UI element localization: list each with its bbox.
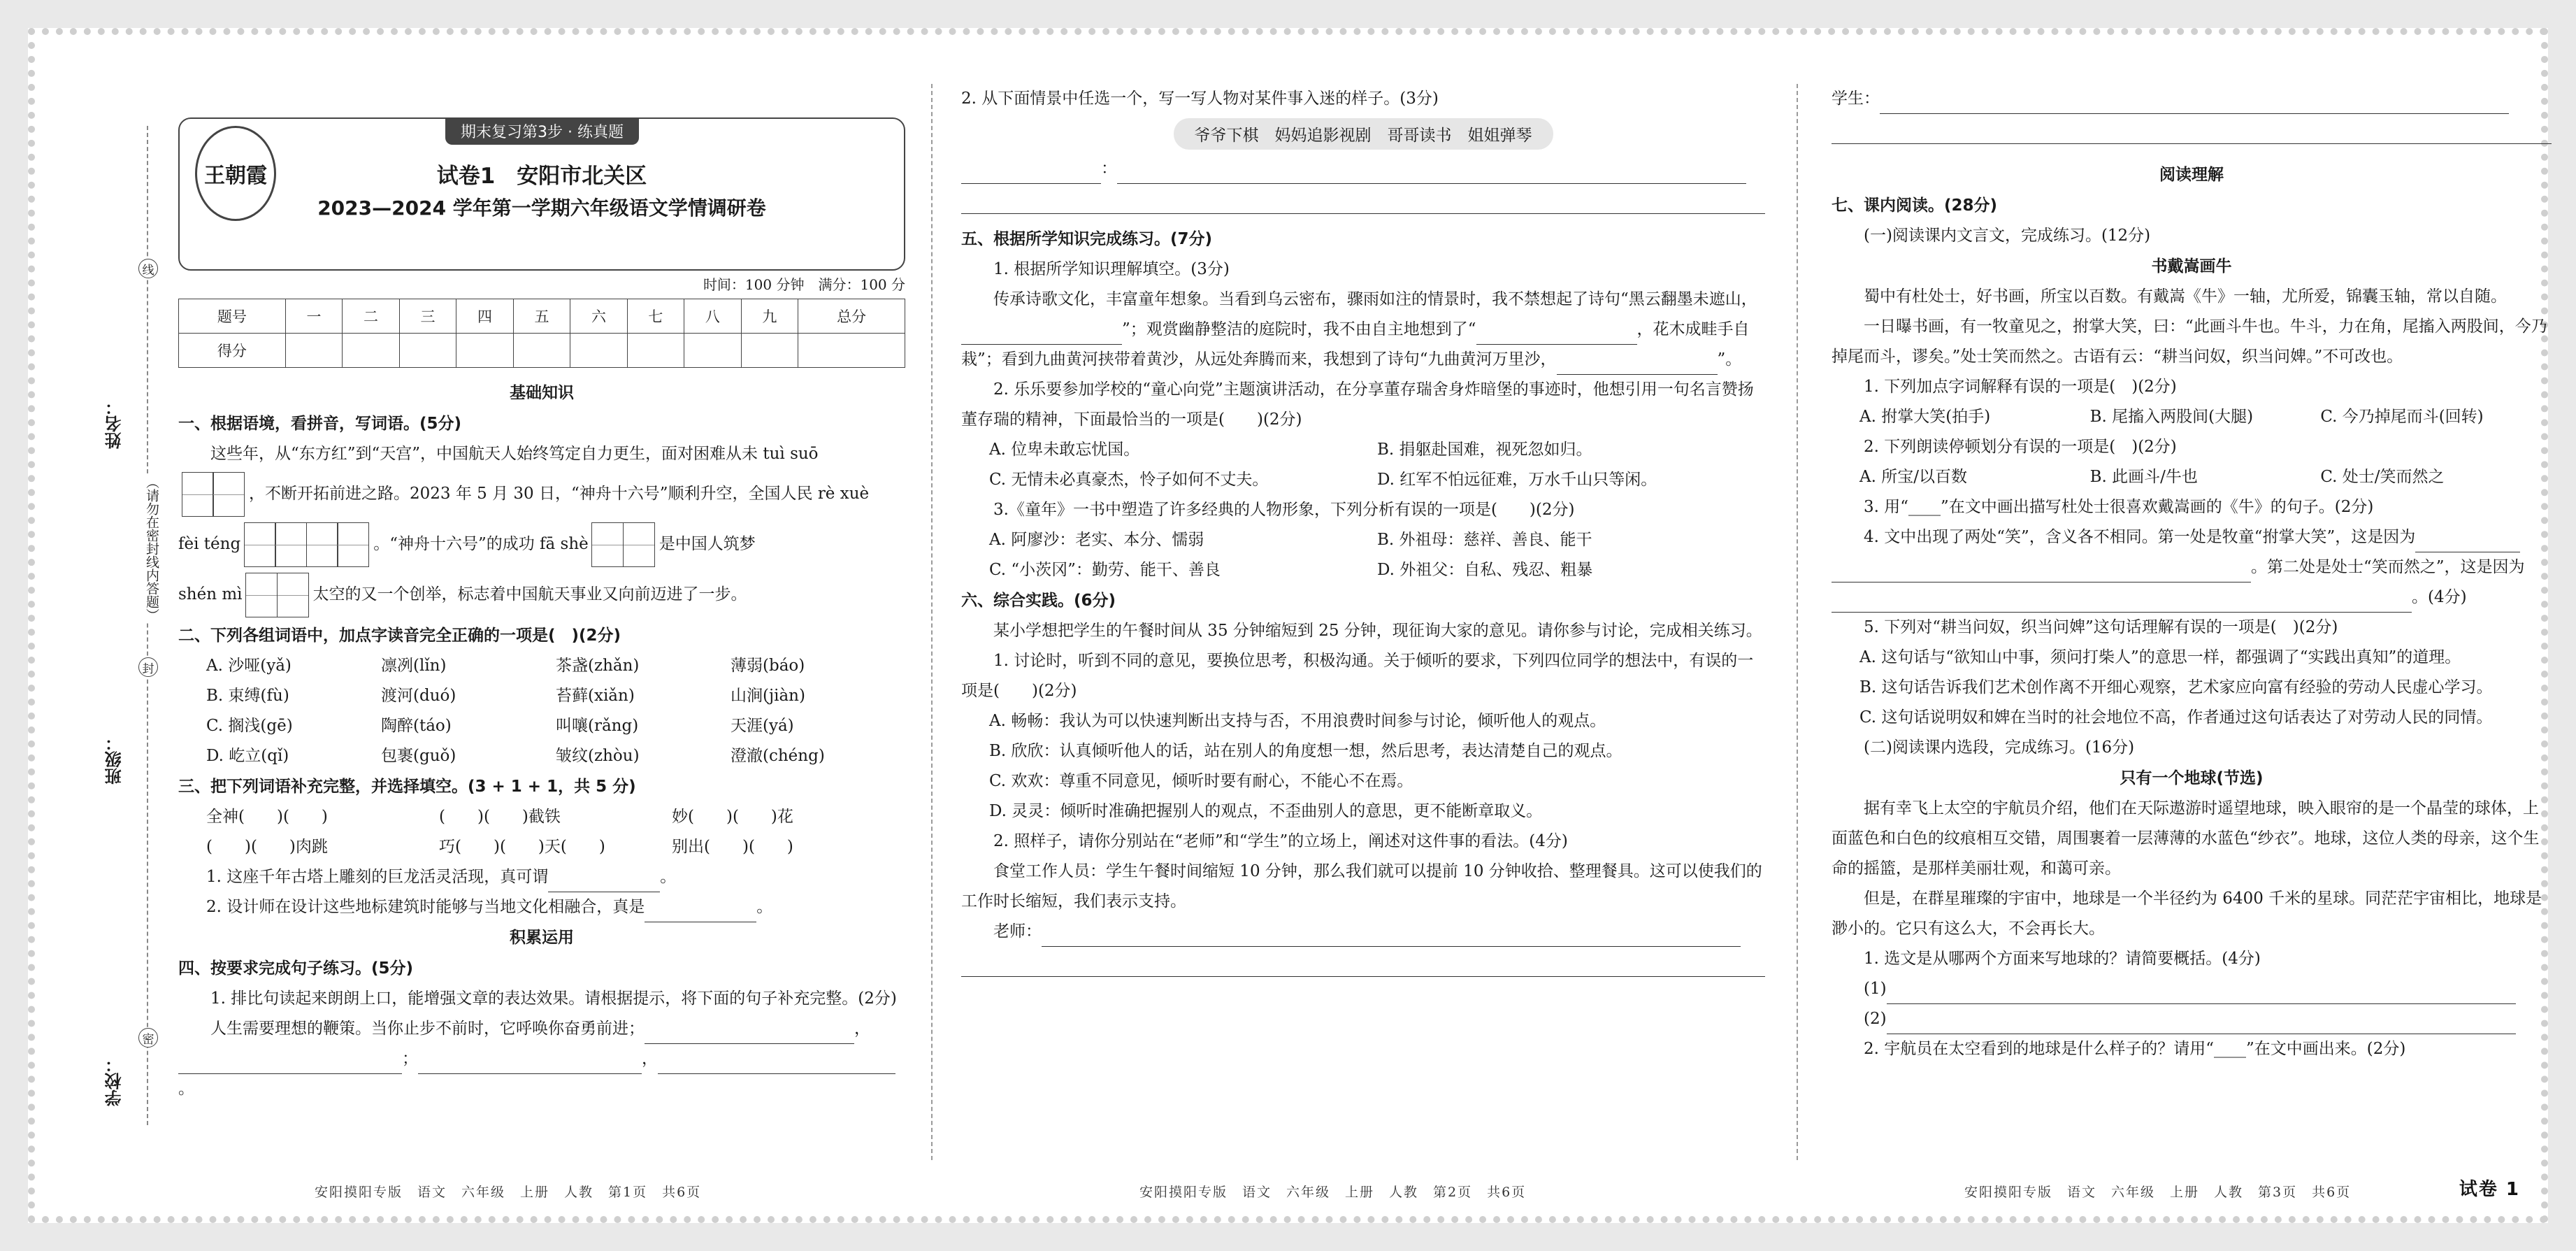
seal-mark-xian: 线 [138,259,158,278]
q5-1-text: ，花木成畦手自栽”；看到九曲黄河挟带着黄沙，从远处奔腾而来，我想到了诗句“九曲黄河万里沙， [961,320,1750,369]
review-tag: 期末复习第3步 · 练真题 [445,117,639,145]
option-a[interactable]: A. 所宝/以百数 [1859,468,1967,486]
q1-row-4 [178,570,905,620]
section-reading: 阅读理解 [2159,166,2224,184]
score-header-cell: 九 [741,299,798,334]
idiom-blank[interactable]: 别出( )( ) [672,838,793,856]
score-row-label: 得分 [179,334,286,368]
idiom-blank[interactable]: ( )( )截铁 [439,808,561,826]
option-b[interactable]: B. 捐躯赴国难，视死忽如归。 [1377,441,1592,459]
option: 皱纹(zhòu) [556,747,640,765]
option-c[interactable]: C. 无情未必真豪杰，怜子如何不丈夫。 [989,471,1269,489]
q1-text-2: ，不断开拓前进之路。2023 年 5 月 30 日，“神舟十六号”顺利升空，全国人民 rè xuè [249,485,870,503]
option-a[interactable]: A. 位卑未敢忘忧国。 [989,441,1140,459]
scene-pill: 爷爷下棋 妈妈追影视剧 哥哥读书 姐姐弹琴 [1174,118,1553,150]
option: 包裹(guǒ) [381,747,456,765]
option-b[interactable]: B. 这句话告诉我们艺术创作离不开细心观察，艺术家应向富有经验的劳动人民虚心学习。 [1859,678,2493,696]
option: 苔藓(xiǎn) [556,687,635,705]
exam-subtitle: 2023—2024 学年第一学期六年级语文学情调研卷 [317,196,766,220]
option: 凛冽(lǐn) [381,657,447,675]
option-a[interactable]: A. 阿廖沙：老实、本分、懦弱 [989,531,1204,549]
q1-text-4: 是中国人筑梦 [659,535,756,553]
q5-3-options [961,525,1765,585]
q6-1-options [961,706,1765,827]
section-basic: 基础知识 [510,384,574,402]
q7-1: 1. 下列加点字词解释有误的一项是( )(2分) [1864,378,2177,396]
q3-sentence-1: 1. 这座千年古塔上雕刻的巨龙活灵活现，真可谓 。 [178,862,905,892]
option[interactable]: D. 屹立(qǐ) [206,747,289,765]
q6-2: 2. 照样子，请你分别站在“老师”和“学生”的立场上，阐述对这件事的看法。(4分) [993,832,1568,850]
answer-line[interactable] [2415,532,2520,552]
idiom-blank[interactable]: 巧( )( )天( ) [439,838,605,856]
passage-b-2: 但是，在群星璀璨的宇宙中，地球是一个半径约为 6400 千米的星球。同茫茫宇宙相比，地球是渺小的。它只有这么大，不会再长大。 [1832,889,2542,938]
q7-1-options [1832,402,2552,432]
q4-title: 四、按要求完成句子练习。(5分) [178,959,414,978]
answer-line[interactable] [645,1024,854,1044]
option-d[interactable]: D. 灵灵：倾听时准确把握别人的观点，不歪曲别人的意思，更不能断章取义。 [989,802,1543,820]
score-cell[interactable] [684,334,741,368]
exam-header [178,117,905,271]
q4-3-line: ： [961,154,1765,184]
option[interactable]: B. 束缚(fù) [206,687,289,705]
page-footer-1: 安阳摸阳专版 语文 六年级 上册 人教 第1页 共6页 [315,1185,702,1200]
q6-2-teacher [961,917,1765,947]
char-boxes[interactable] [182,472,245,517]
option-c[interactable]: C. 今乃掉尾而斗(回转) [2320,408,2484,426]
option: 山涧(jiàn) [731,687,805,705]
column-divider [1797,84,1798,1160]
q7-b1-line-2 [1832,1004,2552,1034]
scene-options [961,118,1765,150]
answer-line[interactable] [1832,114,2552,144]
q1-row-3 [178,520,905,570]
q7-3: 3. 用“____”在文中画出描写杜处士很喜欢戴嵩画的《牛》的句子。(2分) [1864,498,2374,516]
brand-logo: 王朝霞 [195,126,276,221]
char-boxes[interactable] [593,522,655,567]
char-boxes[interactable] [245,522,369,567]
exam-meta: 时间：100 分钟 满分：100 分 [703,276,905,293]
score-header-row [179,299,905,334]
exam-title: 试卷1 安阳市北关区 [436,164,647,189]
q2-title: 二、下列各组词语中，加点字读音完全正确的一项是( )(2分) [178,627,621,645]
q1-title: 一、根据语境，看拼音，写词语。(5分) [178,415,462,433]
option: 茶盏(zhǎn) [556,657,640,675]
q4-2-text: 人生需要理想的鞭策。当你止步不前时，它呼唤你奋勇前进； [210,1020,645,1038]
q6-1: 1. 讨论时，听到不同的意见，要换位思考，积极沟通。关于倾听的要求，下列四位同学的想法中，有误的一项是( )(2分) [961,652,1754,700]
q5-1-text: ”。 [1717,350,1742,369]
page-column-1 [178,84,905,1160]
score-header-cell: 八 [684,299,741,334]
option-b[interactable]: B. 此画斗/牛也 [2089,468,2198,486]
q5-1-text: ”；观赏幽静整洁的庭院时，我不由自主地想到了“ [1122,320,1476,338]
q1-text-5: 太空的又一个创举，标志着中国航天事业又向前迈进了一步。 [312,585,747,603]
q3-s2-text: 2. 设计师在设计这些地标建筑时能够与当地文化相融合，真是 [206,898,645,916]
answer-line[interactable] [178,1054,402,1074]
q3-words-row1 [178,802,905,832]
answer-line[interactable] [1042,927,1741,947]
q5-title: 五、根据所学知识完成练习。(7分) [961,230,1213,248]
item-label: (1) [1864,980,1887,998]
q5-3: 3.《童年》一书中塑造了许多经典的人物形象，下列分析有误的一项是( )(2分) [993,501,1575,519]
seal-mark-mi: 密 [138,1028,158,1048]
section-apply: 积累运用 [510,929,574,947]
option-b[interactable]: B. 外祖母：慈祥、善良、能干 [1377,531,1592,549]
q6-2-example: 食堂工作人员：学生午餐时间缩短 10 分钟，那么我们就可以提前 10 分钟收拾、整理餐具。这可以使我们的工作时长缩短，我们表示支持。 [961,862,1762,910]
q1-text-1: 这些年，从“东方红”到“天宫”，中国航天人始终笃定自力更生，面对困难从未 tuì suō [210,445,819,463]
score-row [179,334,905,368]
passage-b-1: 据有幸飞上太空的宇航员介绍，他们在天际遨游时遥望地球，映入眼帘的是一个晶莹的球体，上面蓝色和白色的纹痕相互交错，周围裹着一层薄薄的水蓝色“纱衣”。地球，这位人类的母亲，这个生命的摇篮，是那样美丽壮观，和蔼可亲。 [1832,799,2540,878]
idiom-blank[interactable]: ( )( )肉跳 [206,838,328,856]
q7-4-text: 。(4分) [2412,588,2467,606]
q3-words-row2 [178,832,905,862]
score-cell[interactable] [570,334,627,368]
idiom-blank[interactable]: 全神( )( ) [206,808,328,826]
score-header-cell: 三 [399,299,456,334]
option: 陶醉(táo) [381,717,452,735]
school-label: 学校： [105,1056,124,1106]
passage-a-1: 蜀中有杜处士，好书画，所宝以百数。有戴嵩《牛》一轴，尤所爱，锦囊玉轴，常以自随。 [1864,287,2507,306]
q4-2-lines: ； ，。 [178,1044,905,1104]
answer-line[interactable] [1557,355,1718,375]
option: 薄弱(báo) [731,657,805,675]
score-cell[interactable] [285,334,342,368]
score-header-cell: 总分 [798,299,905,334]
option: 叫嚷(rǎng) [556,717,639,735]
idiom-blank[interactable]: 妙( )( )花 [672,808,793,826]
page-footer-3: 安阳摸阳专版 语文 六年级 上册 人教 第3页 共6页 [1964,1185,2352,1200]
q4-3: 2. 从下面情景中任选一个，写一写人物对某件事入迷的样子。(3分) [961,90,1439,108]
answer-line[interactable] [418,1054,642,1074]
q7-4-text: 4. 文中出现了两处“笑”，含义各不相同。第一处是牧童“拊掌大笑”，这是因为 [1864,528,2416,546]
column-divider [931,84,933,1160]
answer-line[interactable] [548,872,660,892]
q5-2-options [961,435,1765,495]
answer-line[interactable] [1832,592,2412,613]
binding-strip [98,126,159,1125]
q5-2: 2. 乐乐要参加学校的“童心向党”主题演讲活动，在分享董存瑞舍身炸暗堡的事迹时，他想引用一句名言赞扬董存瑞的精神，下面最恰当的一项是( )(2分) [961,380,1754,429]
answer-line[interactable] [1117,164,1746,184]
option-c[interactable]: C. 欢欢：尊重不同意见，倾听时要有耐心，不能心不在焉。 [989,772,1413,790]
passage-a-2: 一日曝书画，有一牧童见之，拊掌大笑，曰：“此画斗牛也。牛斗，力在角，尾搐入两股间，今乃掉尾而斗，谬矣。”处士笑而然之。古语有云：“耕当问奴，织当问婢。”不可改也。 [1832,317,2547,366]
q7-b1: 1. 选文是从哪两个方面来写地球的？请简要概括。(4分) [1864,950,2261,968]
score-cell[interactable] [741,334,798,368]
score-header-cell: 七 [627,299,684,334]
q7-2: 2. 下列朗读停顿划分有误的一项是( )(2分) [1864,438,2177,456]
option-a[interactable]: A. 拊掌大笑(拍手) [1859,408,1991,426]
q7-b1-line-1 [1832,974,2552,1004]
q6-title: 六、综合实践。(6分) [961,592,1116,610]
score-header-cell: 二 [343,299,399,334]
option-c[interactable]: C. 处士/笑而然之 [2320,468,2445,486]
answer-line[interactable] [645,902,756,922]
q7-b2: 2. 宇航员在太空看到的地球是什么样子的？请用“____”在文中画出来。(2分) [1864,1040,2406,1058]
option-d[interactable]: D. 红军不怕远征难，万水千山只等闲。 [1377,471,1657,489]
answer-line[interactable] [658,1054,895,1074]
answer-line[interactable] [961,164,1101,184]
q4-1: 1. 排比句读起来朗朗上口，能增强文章的表达效果。请根据提示，将下面的句子补充完整。(2分) [210,989,897,1008]
answer-line[interactable] [1476,324,1637,345]
item-label: (2) [1864,1010,1887,1028]
q7-part-b: (二)阅读课内选段，完成练习。(16分) [1864,738,2135,757]
student-label: 学生： [1832,90,1880,108]
seal-mark-feng: 封 [138,657,158,677]
score-header-cell: 四 [456,299,513,334]
page-footer-2: 安阳摸阳专版 语文 六年级 上册 人教 第2页 共6页 [1139,1185,1527,1200]
answer-line[interactable] [1887,1014,2516,1034]
seal-note: （请勿在密封线内答题） [143,476,161,622]
score-header-cell: 一 [285,299,342,334]
page-column-2 [961,84,1765,1160]
q3-sentence-2: 2. 设计师在设计这些地标建筑时能够与当地文化相融合，真是 。 [178,892,905,922]
passage-title-a: 书戴嵩画牛 [2151,257,2232,276]
option-b[interactable]: B. 欣欣：认真倾听他人的话，站在别人的角度想一想，然后思考，表达清楚自己的观点。 [989,742,1622,760]
char-boxes[interactable] [247,573,309,617]
q3-s1-text: 1. 这座千年古塔上雕刻的巨龙活灵活现，真可谓 [206,868,549,886]
score-header-cell: 五 [513,299,570,334]
q3-title: 三、把下列词语补充完整，并选择填空。(3 + 1 + 1，共 5 分) [178,778,636,796]
answer-line[interactable] [961,324,1122,345]
answer-line[interactable] [1887,984,2516,1004]
q1-text-3: 。“神舟十六号”的成功 fā shè [373,535,589,553]
paper-number: 试卷 1 [2459,1179,2520,1200]
q7-4-text: 。第二处是处士“笑而然之”，这是因为 [2251,558,2525,576]
q7-title: 七、课内阅读。(28分) [1832,196,1998,215]
score-header-cell: 题号 [179,299,286,334]
q1-row-2 [178,469,905,520]
option-a[interactable]: A. 畅畅：我认为可以快速判断出支持与否，不用浪费时间参与讨论，倾听他人的观点。 [989,712,1606,730]
q5-1-passage [961,285,1765,375]
q7-4 [1832,522,2552,613]
answer-line[interactable] [1832,562,2251,582]
option-c[interactable]: C. 这句话说明奴和婢在当时的社会地位不高，作者通过这句话表达了对劳动人民的同情。 [1859,708,2493,727]
answer-line[interactable] [961,184,1765,214]
score-cell[interactable] [513,334,570,368]
q7-5-options [1832,643,2552,733]
score-header-cell: 六 [570,299,627,334]
q2-options [178,651,905,771]
score-cell[interactable] [798,334,905,368]
answer-line[interactable] [961,947,1765,977]
q4-2: 人生需要理想的鞭策。当你止步不前时，它呼唤你奋勇前进； ， [178,1014,905,1044]
pinyin-feiteng: fèi téng [178,535,241,553]
option: 渡河(duó) [381,687,456,705]
score-cell[interactable] [627,334,684,368]
name-label: 姓名： [105,399,124,449]
pinyin-shenmi: shén mì [178,585,243,603]
q5-1-text: 传承诗歌文化，丰富童年想象。当看到乌云密布，骤雨如注的情景时，我不禁想起了诗句“黑云翻墨未遮山， [993,290,1757,308]
option: 天涯(yá) [731,717,794,735]
option-d[interactable]: D. 外祖父：自私、残忍、粗暴 [1377,561,1593,579]
answer-line[interactable] [1880,94,2509,114]
option[interactable]: A. 沙哑(yǎ) [206,657,292,675]
q7-part-a: (一)阅读课内文言文，完成练习。(12分) [1864,227,2151,245]
q6-2-student [1832,84,2552,114]
option: 澄澈(chéng) [731,747,825,765]
q5-1: 1. 根据所学知识理解填空。(3分) [993,260,1230,278]
teacher-label: 老师： [993,922,1042,941]
q7-5: 5. 下列对“耕当问奴，织当问婢”这句话理解有误的一项是( )(2分) [1864,618,2338,636]
option-a[interactable]: A. 这句话与“欲知山中事，须问打柴人”的意思一样，都强调了“实践出真知”的道理。 [1859,648,2461,666]
option-b[interactable]: B. 尾搐入两股间(大腿) [2089,408,2254,426]
score-cell[interactable] [343,334,399,368]
passage-title-b: 只有一个地球(节选) [2120,769,2264,787]
page-column-3 [1832,84,2552,1160]
option-c[interactable]: C. “小茨冈”：勤劳、能干、善良 [989,561,1221,579]
q7-2-options [1832,462,2552,492]
option[interactable]: C. 搁浅(gē) [206,717,293,735]
score-cell[interactable] [456,334,513,368]
exam-sheet [28,28,2548,1223]
score-table [178,299,905,368]
q6-passage: 某小学想把学生的午餐时间从 35 分钟缩短到 25 分钟，现征询大家的意见。请你参与讨论，完成相关练习。 [993,622,1762,640]
class-label: 班级： [105,734,124,785]
score-cell[interactable] [399,334,456,368]
